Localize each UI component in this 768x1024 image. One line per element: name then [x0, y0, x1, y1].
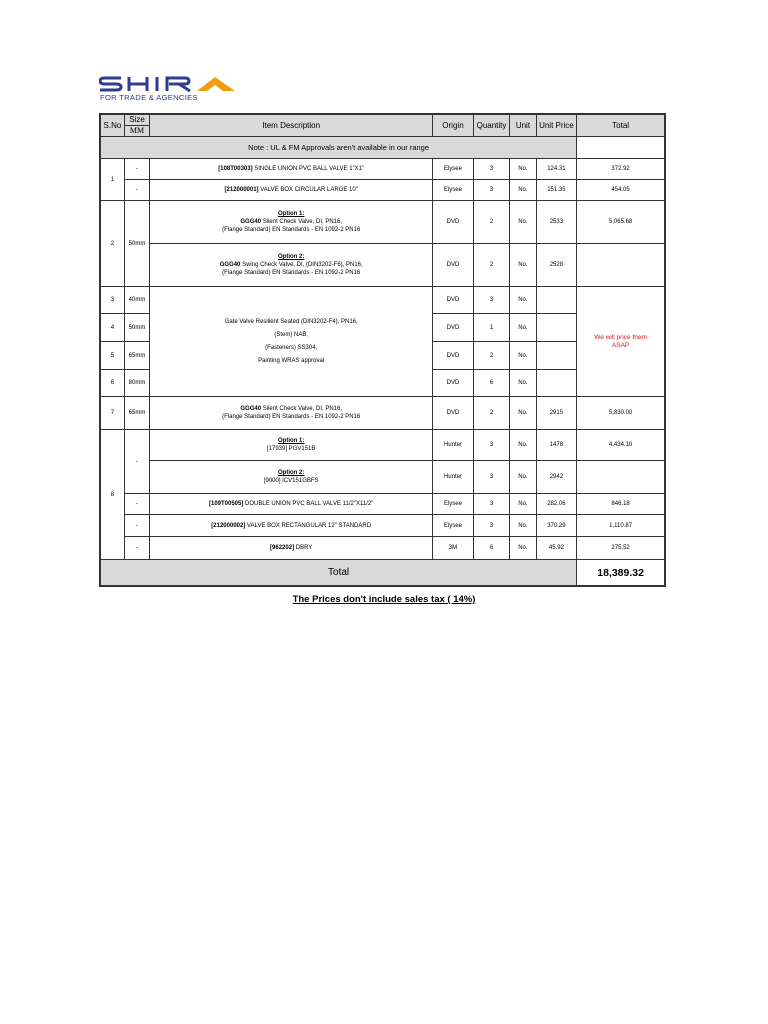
unit-cell: No. [510, 370, 536, 397]
unit-cell: No. [510, 244, 536, 287]
table-row [100, 537, 665, 560]
brand-tagline: FOR TRADE & AGENCIES [100, 93, 198, 102]
header-origin: Origin [433, 114, 474, 137]
quantity-cell: 2 [473, 397, 510, 430]
header-quantity: Quantity [473, 114, 510, 137]
option-label: Option 2: [278, 254, 305, 260]
quantity-cell: 2 [473, 244, 510, 287]
origin-cell: DVD [433, 397, 474, 430]
size-cell: - [124, 537, 149, 560]
item-text: Silent Check Valve, DI, PN16, [262, 406, 342, 412]
quantity-cell: 1 [473, 314, 510, 342]
description-cell [150, 159, 433, 180]
origin-cell: DVD [433, 314, 474, 342]
unit-cell: No. [510, 180, 536, 201]
unit-price-cell [536, 287, 577, 314]
total-cell: 5,830.00 [577, 397, 665, 430]
table-row [100, 287, 665, 314]
option-label: Option 2: [278, 470, 305, 476]
table-row [100, 461, 665, 494]
origin-cell: Elysee [433, 180, 474, 201]
header-unit: Unit [510, 114, 536, 137]
unit-price-cell [536, 370, 577, 397]
unit-cell: No. [510, 537, 536, 560]
origin-cell: Elysee [433, 494, 474, 515]
origin-cell: DVD [433, 342, 474, 370]
table-header-row [100, 114, 665, 137]
sno-cell: 1 [100, 159, 124, 201]
item-text: DOUBLE UNION PVC BALL VALVE 11/2"X11/2" [245, 501, 374, 507]
unit-price-cell: 45.92 [536, 537, 577, 560]
item-code: [212000001] [224, 187, 259, 193]
unit-price-cell: 2528 [536, 244, 577, 287]
unit-price-cell: 2915 [536, 397, 577, 430]
option-label: Option 1: [278, 438, 305, 444]
item-text: DBRY [295, 545, 313, 551]
origin-cell: Hunter [433, 430, 474, 461]
size-cell: 50mm [124, 201, 149, 287]
table-row [100, 159, 665, 180]
description-cell [150, 430, 433, 461]
price-pending-note [577, 287, 665, 397]
header-size-label: Size [125, 115, 149, 126]
total-cell: 454.05 [577, 180, 665, 201]
item-code: [108T00303] [218, 166, 253, 172]
approval-note: Note : UL & FM Approvals aren't available in our range [100, 137, 577, 159]
total-cell: 4,434.10 [577, 430, 665, 461]
table-row [100, 201, 665, 244]
unit-cell: No. [510, 430, 536, 461]
note-blank-cell [577, 137, 665, 159]
item-text: [17939] PGV151B [267, 446, 316, 452]
origin-cell: 3M [433, 537, 474, 560]
header-unit-price: Unit Price [536, 114, 577, 137]
size-cell: - [124, 180, 149, 201]
unit-price-cell: 2942 [536, 461, 577, 494]
size-cell: 80mm [124, 370, 149, 397]
quantity-cell: 3 [473, 494, 510, 515]
total-cell: 275.52 [577, 537, 665, 560]
unit-price-cell: 1478 [536, 430, 577, 461]
size-cell: 50mm [124, 314, 149, 342]
gate-valve-description [150, 287, 433, 397]
header-total: Total [577, 114, 665, 137]
description-cell [150, 515, 433, 537]
size-cell: - [124, 159, 149, 180]
item-painting: Painting WRAS approval [258, 357, 325, 364]
unit-cell: No. [510, 515, 536, 537]
material-grade: GGG40 [240, 406, 262, 412]
table-row [100, 515, 665, 537]
unit-price-cell [536, 342, 577, 370]
total-cell: 846.18 [577, 494, 665, 515]
option-label: Option 1: [278, 211, 305, 217]
unit-price-cell [536, 314, 577, 342]
size-cell: 65mm [124, 342, 149, 370]
description-cell [150, 244, 433, 287]
description-cell [150, 461, 433, 494]
quantity-cell: 3 [473, 180, 510, 201]
description-cell [150, 494, 433, 515]
unit-cell: No. [510, 461, 536, 494]
quotation-table [99, 113, 666, 587]
sno-cell: 5 [100, 342, 124, 370]
item-stem: (Stem) NAB, [274, 331, 309, 338]
description-cell [150, 180, 433, 201]
unit-cell: No. [510, 342, 536, 370]
price-note-line1: We will price them [594, 333, 647, 341]
unit-price-cell: 370.29 [536, 515, 577, 537]
note-row [100, 137, 665, 159]
unit-cell: No. [510, 201, 536, 244]
item-code: [212000002] [211, 522, 246, 529]
table-row [100, 430, 665, 461]
origin-cell: DVD [433, 370, 474, 397]
grand-total-row [100, 560, 665, 587]
unit-price-cell: 124.31 [536, 159, 577, 180]
origin-cell: DVD [433, 201, 474, 244]
sno-cell: 8 [100, 430, 124, 560]
size-cell: - [124, 515, 149, 537]
origin-cell: Hunter [433, 461, 474, 494]
item-text: Gate Valve Resilient Seated (DIN3202-F4), PN16, [224, 318, 358, 325]
size-cell: 65mm [124, 397, 149, 430]
description-cell [150, 537, 433, 560]
item-code: [962202] [270, 545, 295, 551]
header-sno: S.No [100, 114, 124, 137]
quantity-cell: 3 [473, 287, 510, 314]
size-cell: 40mm [124, 287, 149, 314]
quantity-cell: 3 [473, 159, 510, 180]
quantity-cell: 3 [473, 515, 510, 537]
sno-cell: 4 [100, 314, 124, 342]
origin-cell: Elysee [433, 515, 474, 537]
grand-total-label: Total [100, 560, 577, 587]
price-note-line2: ASAP [611, 341, 630, 349]
quantity-cell: 2 [473, 342, 510, 370]
sno-cell: 6 [100, 370, 124, 397]
header-description: Item Description [150, 114, 433, 137]
item-text: SINGLE UNION PVC BALL VALVE 1"X1" [254, 166, 365, 172]
item-code: [109T00505] [209, 501, 244, 507]
origin-cell: DVD [433, 287, 474, 314]
item-text: Swing Check Valve, DI, (DIN3202-F6), PN16, [242, 262, 363, 268]
size-cell: - [124, 494, 149, 515]
item-text: Silent Check Valve, DI, PN16, [262, 219, 342, 225]
sno-cell: 2 [100, 201, 124, 287]
sales-tax-text: The Prices don't include sales tax ( 14%) [292, 594, 476, 605]
header-size-unit: MM [129, 126, 145, 135]
item-standard: (Flange Standard) EN Standards - EN 1092-2 PN16 [222, 270, 361, 276]
item-text: VALVE BOX RECTANGULAR 12" STANDARD [247, 522, 372, 529]
item-fasteners: (Fasteners) SS304, [265, 344, 318, 351]
sales-tax-note [0, 594, 768, 605]
unit-price-cell: 151.35 [536, 180, 577, 201]
item-text: [9000] ICV151GBFS [263, 478, 319, 484]
quantity-cell: 6 [473, 370, 510, 397]
unit-price-cell: 282.06 [536, 494, 577, 515]
quantity-cell: 6 [473, 537, 510, 560]
total-cell [577, 244, 665, 287]
table-row [100, 244, 665, 287]
size-cell: - [124, 430, 149, 494]
table-row [100, 180, 665, 201]
material-grade: GGG40 [219, 262, 241, 268]
total-cell [577, 461, 665, 494]
sno-cell: 7 [100, 397, 124, 430]
item-text: VALVE BOX CIRCULAR LARGE 10" [260, 187, 358, 193]
table-row [100, 397, 665, 430]
origin-cell: Elysee [433, 159, 474, 180]
unit-cell: No. [510, 494, 536, 515]
grand-total-value: 18,389.32 [577, 560, 665, 587]
unit-cell: No. [510, 314, 536, 342]
description-cell [150, 201, 433, 244]
origin-cell: DVD [433, 244, 474, 287]
unit-price-cell: 2533 [536, 201, 577, 244]
unit-cell: No. [510, 397, 536, 430]
quantity-cell: 2 [473, 201, 510, 244]
total-cell: 372.92 [577, 159, 665, 180]
quantity-cell: 3 [473, 461, 510, 494]
description-cell [150, 397, 433, 430]
material-grade: GGG40 [240, 219, 262, 225]
item-standard: (Flange Standard) EN Standards - EN 1092-2 PN16 [222, 414, 361, 420]
quantity-cell: 3 [473, 430, 510, 461]
sno-cell: 3 [100, 287, 124, 314]
table-row [100, 494, 665, 515]
unit-cell: No. [510, 159, 536, 180]
total-cell: 1,110.87 [577, 515, 665, 537]
header-size [124, 114, 149, 137]
total-cell: 5,065.68 [577, 201, 665, 244]
unit-cell: No. [510, 287, 536, 314]
item-standard: (Flange Standard) EN Standards - EN 1092-2 PN16 [222, 227, 361, 233]
